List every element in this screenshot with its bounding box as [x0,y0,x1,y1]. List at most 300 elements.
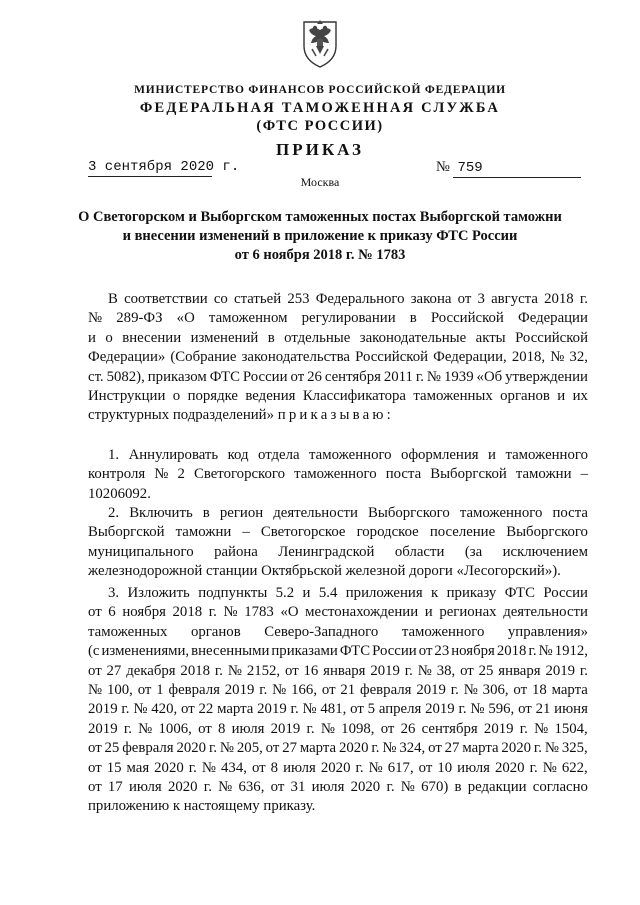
word: 100, [106,682,133,699]
word: 325, [561,740,588,757]
word: марта [299,740,337,757]
paragraph-line [88,348,588,367]
word: (с [88,643,100,660]
word: июля [457,759,490,776]
paragraph-line [88,623,588,642]
word: ноября [451,643,495,660]
word: контроля [88,466,146,483]
word: внесении [122,329,182,346]
word: 324, [399,740,426,757]
word: редакции [467,779,527,796]
word: законодательные [359,329,467,346]
word: 2011 [383,368,413,385]
word: Классификатора [302,388,406,405]
paragraph-line [88,523,588,542]
word: от [251,759,266,776]
word: в [409,310,417,327]
word: г. [528,643,537,660]
word: № [400,779,415,796]
word: 670) [421,779,449,796]
word: г. [529,759,538,776]
word: марта [462,740,499,757]
word: от [88,740,102,757]
word: г. [579,662,588,679]
word: и [424,604,433,621]
word: января [498,662,541,679]
word: Российской [355,349,429,366]
line-text: 10206092. [88,485,151,502]
word: регион [219,505,264,521]
word: от [290,368,305,385]
paragraph-line [88,700,588,719]
word: 2019 [257,701,287,718]
line-text: приложению к настоящему приказу. [88,798,316,815]
word: 1504, [554,720,588,737]
word: 2019 [224,682,255,699]
word: г. [203,779,212,796]
word: 617, [387,759,414,776]
word: от [380,720,395,737]
paragraph-line [88,485,588,504]
word: и [557,388,566,405]
title-line: от 6 ноября 2018 г. № 1783 [234,247,406,263]
word: «О [280,604,299,621]
word: оформления [401,447,479,463]
service-abbreviation: (ФТС РОССИИ) [256,118,384,134]
order-number: 759 [453,159,581,178]
word: таможни [175,524,232,541]
word: от [460,662,474,679]
word: 1783 [244,604,274,621]
paragraph-line [88,290,588,309]
word: таможенных [413,388,493,405]
word: 2152, [246,662,281,679]
word: 8 [217,720,226,737]
word: июля [231,720,265,737]
word: июля [128,779,162,796]
word: 6 [108,604,116,621]
word: декабря [126,662,176,679]
paragraph-line [88,406,588,425]
word: акты [475,329,506,346]
word: 25 [478,662,494,679]
word: 2018 [180,662,211,679]
word: августа [491,291,538,307]
word: статьей [234,291,282,307]
word: ФТС [209,368,240,385]
word: 2020 [176,740,207,757]
word: изменений [190,329,259,346]
word: № [154,466,169,483]
paragraph-line [88,465,588,484]
word: 2018, [511,349,546,366]
word: № [138,720,153,737]
word: от [137,682,152,699]
word: 420, [151,701,178,718]
word: г. [458,701,467,718]
word: № [534,720,549,737]
word: таможенных [88,623,168,640]
word: № [550,349,565,366]
word: – [242,524,250,541]
word: 2019 [545,662,576,679]
paragraph-line [88,739,588,758]
number-sign: № [436,159,450,175]
item-1-paragraph [88,446,588,504]
word: 2019 [270,720,301,737]
word: исключением [502,543,588,560]
word: от [265,740,280,757]
ministry-name: МИНИСТЕРСТВО ФИНАНСОВ РОССИЙСКОЙ ФЕДЕРАЦИИ [134,84,506,96]
word: соответствии [124,291,208,307]
word: г. [579,291,588,307]
paragraph-line [88,778,588,797]
word: России [242,368,288,385]
word: Ленинградской [278,543,375,560]
word: 21 [535,701,551,718]
word: 306, [482,682,509,699]
word: 481, [320,701,347,718]
word: 5.4 [318,585,338,601]
word: 27 [282,740,297,757]
word: 21 [340,682,356,699]
word: утверждении [505,368,588,385]
word: от [284,662,299,679]
word: 5 [367,701,376,718]
word: их [572,388,588,405]
word: 27 [444,740,460,757]
word: от [88,759,102,776]
word: № [88,682,103,699]
word: января [323,662,366,679]
paragraph-line [88,662,588,681]
word: 2020 [167,779,198,796]
line-text: структурных подразделений» [88,407,275,424]
word: (за [464,543,483,560]
word: Выборгского [506,524,588,541]
word: 25 [104,740,120,757]
word: 18 [531,682,547,699]
word: № [463,682,478,699]
word: и [302,585,311,601]
word: муниципального [88,543,194,560]
word: июля [283,759,316,776]
word: 15 [106,759,122,776]
paragraph-line [88,603,588,622]
word: марта [551,682,588,699]
word: о [105,329,113,346]
word: ноября [122,604,166,621]
word: в [267,329,275,346]
word: 622, [561,759,588,776]
word: закона [410,291,452,307]
word: 32, [569,349,588,366]
word: № [302,701,317,718]
word: № [223,604,238,621]
word: г. [214,662,223,679]
paragraph-line [88,368,588,387]
word: 2019 [88,701,118,718]
paragraph-line [88,309,588,328]
word: 2019 [425,701,455,718]
word: отдела [258,447,300,463]
word: г. [123,720,132,737]
justified-lines [88,584,588,797]
word: февраля [168,682,220,699]
word: № [227,662,242,679]
word: № [133,701,148,718]
word: 2020 [338,740,369,757]
word: г. [450,682,459,699]
word: г. [188,759,197,776]
word: июля [311,779,345,796]
word: 253 [287,291,310,307]
word: от [518,701,532,718]
word: 2020 [350,779,381,796]
word: 2019 [370,662,400,679]
word: Включить [129,505,193,521]
word: Светогорского [193,466,285,483]
word: 1006, [158,720,192,737]
word: г. [355,759,364,776]
word: 27 [106,662,122,679]
word: от [88,779,102,796]
word: 2019 [416,682,446,699]
word: согласно [532,779,588,796]
word: от [198,720,212,737]
command-word: приказываю: [277,407,394,424]
word: изменениями, [101,643,190,660]
title-line: О Светогорском и Выборгском таможенных постах Выборгской таможни [78,209,562,225]
word: района [214,543,258,560]
word: № [542,759,557,776]
word: 205, [236,740,263,757]
word: ведения [245,388,296,405]
title-line: и внесении изменений в приложение к приказу ФТС России [122,228,518,244]
word: таможенного [459,505,543,521]
word: ст. [88,368,104,385]
word: 1. [108,447,120,463]
word: 2018 [496,643,527,660]
paragraph-line [88,681,588,700]
word: 3 [477,291,485,307]
word: г. [290,701,299,718]
word: от [418,643,433,660]
word: 26 [400,720,416,737]
word: г. [519,720,528,737]
paragraph-line [88,504,588,523]
paragraph-line [88,387,588,406]
order-title [70,208,570,265]
word: 5.2 [275,585,295,601]
word: 3. [108,585,120,601]
word: № [272,682,287,699]
word: 2 [177,466,185,483]
word: от [513,682,528,699]
word: порядке [187,388,239,405]
word: Северо-Западного [264,623,379,640]
word: Федерации [518,310,588,327]
word: 2018 [172,604,203,621]
word: № [218,779,233,796]
document-type: ПРИКАЗ [276,140,364,159]
word: № [417,662,432,679]
word: Выборгской [430,466,507,483]
word: от [428,740,442,757]
word: таможни [515,466,572,483]
word: 2020 [320,759,351,776]
preamble-paragraph [88,290,588,426]
word: г. [121,701,130,718]
word: июня [554,701,588,718]
word: приказом [147,368,207,385]
word: в [202,505,210,521]
word: Светогорское [260,524,346,541]
word: Инструкции [88,388,166,405]
word: г. [208,740,218,757]
word: таможенного [505,447,588,463]
word: сентября [324,368,381,385]
word: 22 [198,701,214,718]
word: поселение [429,524,496,541]
word: от [88,662,102,679]
word: приложения [345,585,423,601]
word: февраля [360,682,412,699]
word: 2020 [494,759,525,776]
word: № [470,701,485,718]
word: 26 [307,368,322,385]
word: подпункты [198,585,268,601]
word: 31 [290,779,306,796]
word: (Собрание [170,349,237,366]
word: поста [385,466,422,483]
word: таможенном [208,310,288,327]
word: № [382,740,397,757]
word: Федерации, [433,349,507,366]
word: органов [190,623,241,640]
word: Федерального [315,291,405,307]
word: деятельности [273,505,358,521]
word: № [320,720,335,737]
word: февраля [122,740,174,757]
word: Изложить [127,585,190,601]
word: от [418,759,433,776]
item-3-paragraph [88,584,588,817]
word: 17 [107,779,123,796]
word: В [108,291,118,307]
word: приказу [446,585,497,601]
paragraph-line [88,446,588,465]
word: № [201,759,217,776]
word: 10 [437,759,453,776]
word: от [180,701,195,718]
word: 16 [303,662,319,679]
word: 2. [108,505,120,521]
paragraph-line [88,584,588,603]
word: регионах [439,604,497,621]
word: и [488,447,496,463]
word: Российской [515,329,588,346]
service-name: ФЕДЕРАЛЬНАЯ ТАМОЖЕННАЯ СЛУЖБА [139,100,501,116]
word: от [321,682,336,699]
word: г. [371,740,380,757]
word: управления» [507,623,588,640]
justified-lines [88,446,588,485]
word: 289-ФЗ [116,310,163,327]
justified-lines [88,504,588,562]
word: местонахождении [305,604,419,621]
word: мая [126,759,150,776]
word: 5082), [106,368,145,385]
word: № [88,310,103,327]
word: России [543,585,588,601]
word: области [394,543,445,560]
word: «Об [476,368,503,385]
word: № [219,740,235,757]
word: 38, [436,662,456,679]
city: Москва [300,175,340,189]
word: марта [217,701,254,718]
word: к [431,585,439,601]
word: со [213,291,228,307]
word: № [368,759,383,776]
paragraph-line [88,562,588,581]
word: таможенного [294,466,377,483]
word: внесенными [191,643,270,660]
word: в [454,779,462,796]
word: г. [306,720,315,737]
justified-lines [88,290,588,406]
word: 2019 [483,720,514,737]
word: Аннулировать [128,447,219,463]
word: Выборгского [368,505,450,521]
word: о [172,388,181,405]
word: регулировании [301,310,396,327]
word: «О [176,310,195,327]
word: 2019 [88,720,118,737]
word: 1939 [444,368,474,385]
paragraph-line [88,642,588,661]
word: № [538,643,553,660]
word: 434, [221,759,247,776]
word: г. [415,368,424,385]
word: России [372,643,417,660]
word: № [544,740,559,757]
word: органов [500,388,550,405]
word: приказами [271,643,338,660]
line-text: железнодорожной станции Октябрьской железной дороги «Лесогорский»). [88,563,561,580]
word: г. [386,779,395,796]
word: 2020 [501,740,532,757]
word: от [88,604,102,621]
word: от [270,779,285,796]
word: ФТС [339,643,371,660]
word: и [88,329,96,346]
paragraph-line [88,329,588,348]
item-2-paragraph [88,504,588,582]
paragraph-line [88,797,588,816]
word: ФТС [504,585,535,601]
paragraph-line [88,759,588,778]
coat-of-arms-emblem [298,16,342,70]
word: таможенного [309,447,392,463]
word: сентября [421,720,478,737]
word: г. [533,740,542,757]
word: 636, [238,779,265,796]
word: от [350,701,364,718]
word: 8 [270,759,279,776]
word: Федерации» [88,349,166,366]
